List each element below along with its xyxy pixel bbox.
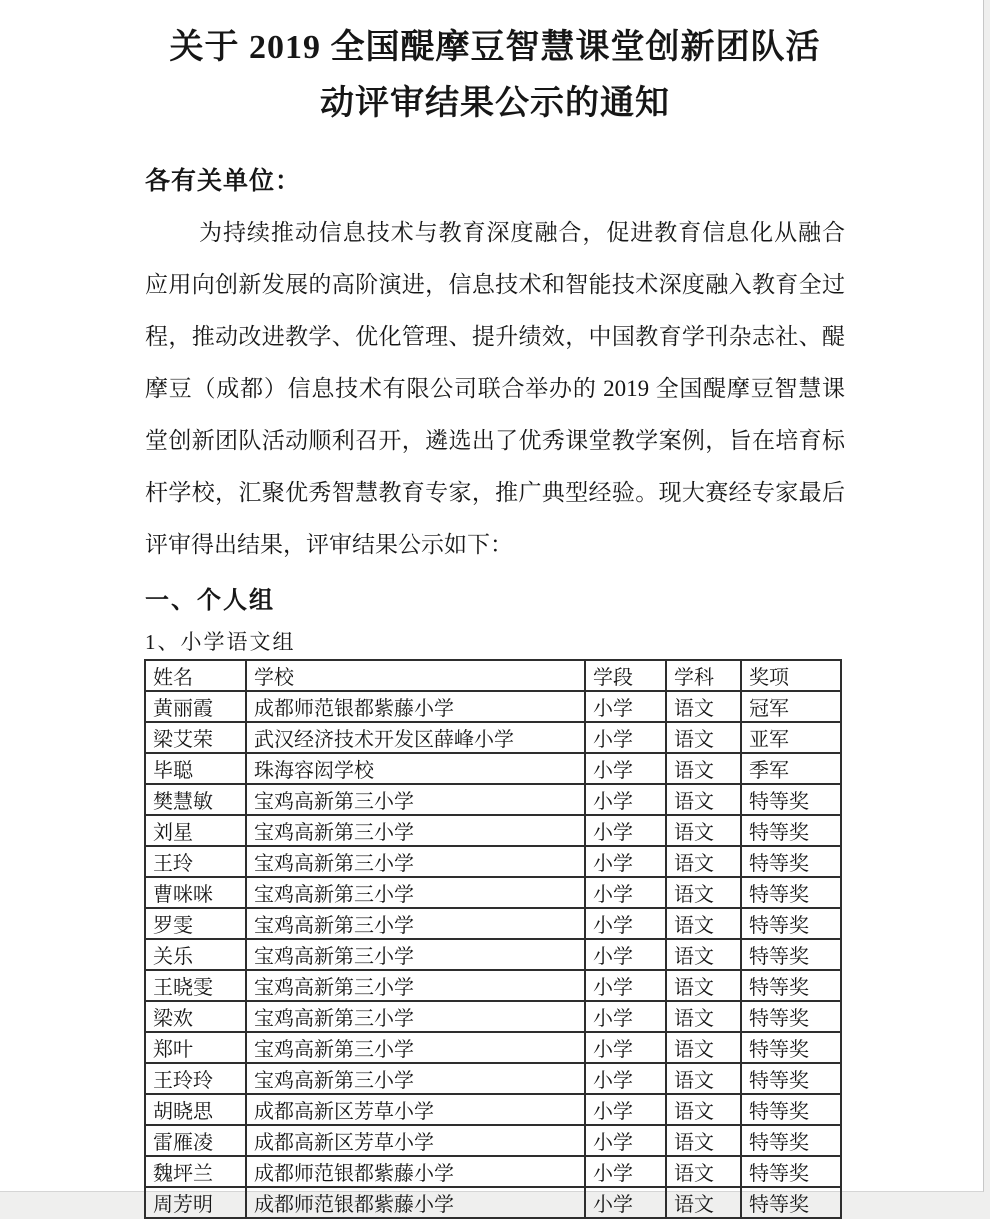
table-row <box>145 1125 841 1156</box>
paragraph-line: 为持续推动信息技术与教育深度融合，促进教育信息化从融合 <box>199 220 845 245</box>
table-cell: 宝鸡高新第三小学 <box>246 815 585 846</box>
table-cell: 成都师范银都紫藤小学 <box>246 1187 585 1218</box>
table-cell: 特等奖 <box>741 877 841 908</box>
title-line-2: 动评审结果公示的通知 <box>320 85 670 122</box>
table-cell: 毕聪 <box>145 753 246 784</box>
table-cell: 语文 <box>666 970 741 1001</box>
table-cell: 语文 <box>666 691 741 722</box>
table-body <box>145 691 841 1218</box>
table-cell: 小学 <box>585 1001 666 1032</box>
table-cell: 语文 <box>666 1187 741 1218</box>
table-cell: 宝鸡高新第三小学 <box>246 939 585 970</box>
table-cell: 季军 <box>741 753 841 784</box>
table-row <box>145 753 841 784</box>
section-heading: 一、个人组 <box>145 587 275 614</box>
table-row <box>145 939 841 970</box>
table-cell: 王玲 <box>145 846 246 877</box>
table-cell: 成都高新区芳草小学 <box>246 1125 585 1156</box>
table-cell: 亚军 <box>741 722 841 753</box>
table-cell: 曹咪咪 <box>145 877 246 908</box>
paragraph-line: 堂创新团队活动顺利召开，遴选出了优秀课堂教学案例，旨在培育标 <box>145 428 845 453</box>
table-cell: 周芳明 <box>145 1187 246 1218</box>
table-row <box>145 1032 841 1063</box>
header-cell: 奖项 <box>741 660 841 691</box>
body-paragraph <box>145 207 845 571</box>
table-cell: 关乐 <box>145 939 246 970</box>
table-cell: 胡晓思 <box>145 1094 246 1125</box>
table-cell: 宝鸡高新第三小学 <box>246 908 585 939</box>
table-cell: 特等奖 <box>741 1063 841 1094</box>
table-cell: 小学 <box>585 784 666 815</box>
header-cell: 学段 <box>585 660 666 691</box>
table-row <box>145 1094 841 1125</box>
table-cell: 小学 <box>585 1094 666 1125</box>
table-cell: 宝鸡高新第三小学 <box>246 1032 585 1063</box>
table-cell: 特等奖 <box>741 1187 841 1218</box>
table-cell: 语文 <box>666 908 741 939</box>
table-cell: 语文 <box>666 815 741 846</box>
table-cell: 语文 <box>666 1125 741 1156</box>
table-cell: 语文 <box>666 939 741 970</box>
table-cell: 语文 <box>666 877 741 908</box>
table-cell: 小学 <box>585 970 666 1001</box>
table-cell: 特等奖 <box>741 970 841 1001</box>
table-cell: 王玲玲 <box>145 1063 246 1094</box>
table-cell: 罗雯 <box>145 908 246 939</box>
table-cell: 珠海容闳学校 <box>246 753 585 784</box>
table-row <box>145 970 841 1001</box>
table-cell: 特等奖 <box>741 1094 841 1125</box>
header-cell: 学科 <box>666 660 741 691</box>
table-cell: 特等奖 <box>741 784 841 815</box>
table-cell: 语文 <box>666 1094 741 1125</box>
table-cell: 小学 <box>585 722 666 753</box>
paragraph-line: 杆学校，汇聚优秀智慧教育专家，推广典型经验。现大赛经专家最后 <box>145 480 845 505</box>
table-cell: 特等奖 <box>741 939 841 970</box>
table-cell: 梁艾荣 <box>145 722 246 753</box>
document-title <box>145 20 845 132</box>
table-cell: 小学 <box>585 908 666 939</box>
table-row <box>145 815 841 846</box>
table-cell: 小学 <box>585 815 666 846</box>
table-cell: 小学 <box>585 877 666 908</box>
table-row <box>145 722 841 753</box>
table-cell: 王晓雯 <box>145 970 246 1001</box>
table-cell: 特等奖 <box>741 908 841 939</box>
table-cell: 刘星 <box>145 815 246 846</box>
table-cell: 特等奖 <box>741 1001 841 1032</box>
table-cell: 宝鸡高新第三小学 <box>246 1001 585 1032</box>
paragraph-line: 摩豆（成都）信息技术有限公司联合举办的 2019 全国醍摩豆智慧课 <box>145 376 845 401</box>
table-cell: 雷雁凌 <box>145 1125 246 1156</box>
table-cell: 语文 <box>666 1156 741 1187</box>
table-cell: 语文 <box>666 1032 741 1063</box>
table-cell: 小学 <box>585 1156 666 1187</box>
table-cell: 宝鸡高新第三小学 <box>246 1063 585 1094</box>
table-cell: 成都师范银都紫藤小学 <box>246 691 585 722</box>
table-cell: 小学 <box>585 691 666 722</box>
table-cell: 梁欢 <box>145 1001 246 1032</box>
table-row <box>145 1001 841 1032</box>
table-cell: 小学 <box>585 753 666 784</box>
paragraph-line: 应用向创新发展的高阶演进，信息技术和智能技术深度融入教育全过 <box>145 272 845 297</box>
header-cell: 姓名 <box>145 660 246 691</box>
table-row <box>145 1063 841 1094</box>
table-cell: 特等奖 <box>741 846 841 877</box>
table-cell: 郑叶 <box>145 1032 246 1063</box>
table-row <box>145 691 841 722</box>
table-cell: 宝鸡高新第三小学 <box>246 846 585 877</box>
table-cell: 冠军 <box>741 691 841 722</box>
paragraph-line: 评审得出结果，评审结果公示如下： <box>145 532 513 557</box>
table-cell: 小学 <box>585 846 666 877</box>
table-row <box>145 784 841 815</box>
table-cell: 宝鸡高新第三小学 <box>246 970 585 1001</box>
table-cell: 语文 <box>666 846 741 877</box>
table-cell: 黄丽霞 <box>145 691 246 722</box>
table-cell: 语文 <box>666 784 741 815</box>
table-cell: 小学 <box>585 1063 666 1094</box>
header-cell: 学校 <box>246 660 585 691</box>
table-cell: 小学 <box>585 1187 666 1218</box>
table-cell: 语文 <box>666 722 741 753</box>
results-table <box>144 659 842 1219</box>
table-cell: 语文 <box>666 1001 741 1032</box>
table-cell: 成都师范银都紫藤小学 <box>246 1156 585 1187</box>
table-cell: 宝鸡高新第三小学 <box>246 784 585 815</box>
table-cell: 语文 <box>666 1063 741 1094</box>
table-cell: 特等奖 <box>741 815 841 846</box>
table-cell: 成都高新区芳草小学 <box>246 1094 585 1125</box>
table-cell: 武汉经济技术开发区薛峰小学 <box>246 722 585 753</box>
title-line-1: 关于 2019 全国醍摩豆智慧课堂创新团队活 <box>169 29 821 66</box>
table-row <box>145 877 841 908</box>
table-row <box>145 846 841 877</box>
table-cell: 魏坪兰 <box>145 1156 246 1187</box>
table-row <box>145 908 841 939</box>
paragraph-line: 程，推动改进教学、优化管理、提升绩效，中国教育学刊杂志社、醍 <box>145 324 845 349</box>
table-row <box>145 1156 841 1187</box>
table-cell: 小学 <box>585 939 666 970</box>
table-cell: 特等奖 <box>741 1156 841 1187</box>
subsection-heading: 1、小学语文组 <box>145 630 296 654</box>
table-cell: 小学 <box>585 1125 666 1156</box>
table-cell: 特等奖 <box>741 1125 841 1156</box>
table-cell: 樊慧敏 <box>145 784 246 815</box>
table-header-row <box>145 660 841 691</box>
table-cell: 宝鸡高新第三小学 <box>246 877 585 908</box>
salutation: 各有关单位： <box>145 167 302 195</box>
table-cell: 小学 <box>585 1032 666 1063</box>
table-cell: 特等奖 <box>741 1032 841 1063</box>
table-row <box>145 1187 841 1218</box>
table-cell: 语文 <box>666 753 741 784</box>
